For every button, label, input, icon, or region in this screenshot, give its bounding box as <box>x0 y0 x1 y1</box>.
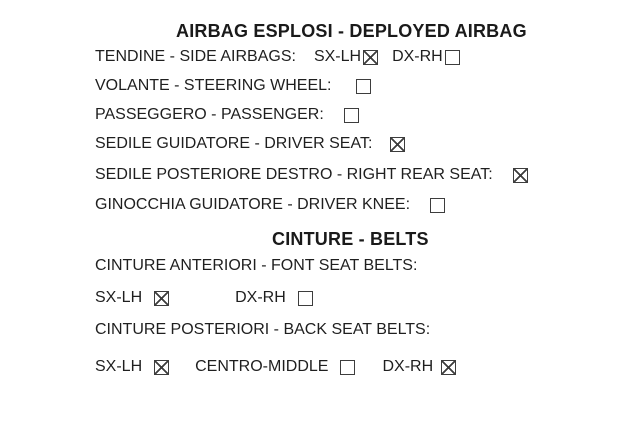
passenger-label: PASSEGGERO - PASSENGER: <box>95 106 324 123</box>
airbag-section-title: AIRBAG ESPLOSI - DEPLOYED AIRBAG <box>176 21 527 41</box>
front-belts-sx-lh-checkbox[interactable] <box>154 291 169 306</box>
back-belts-dx-rh-label: DX-RH <box>382 358 434 375</box>
front-belts-sx-lh-label: SX-LH <box>95 289 143 306</box>
back-belts-sx-lh-checkbox[interactable] <box>154 360 169 375</box>
side-airbags-dx-rh-label: DX-RH <box>392 48 443 65</box>
right-rear-seat-row <box>95 166 528 184</box>
front-belts-options-row <box>95 289 313 307</box>
driver-seat-row <box>95 135 405 153</box>
belts-section-title: CINTURE - BELTS <box>272 229 429 249</box>
side-airbags-label: TENDINE - SIDE AIRBAGS: <box>95 48 296 65</box>
steering-wheel-checkbox[interactable] <box>356 79 371 94</box>
back-belts-label-row <box>95 321 430 339</box>
driver-knee-checkbox[interactable] <box>430 198 445 213</box>
right-rear-seat-checkbox[interactable] <box>513 168 528 183</box>
back-belts-centro-middle-label: CENTRO-MIDDLE <box>195 358 329 375</box>
front-belts-label-row <box>95 257 417 275</box>
driver-seat-checkbox[interactable] <box>390 137 405 152</box>
steering-wheel-label: VOLANTE - STEERING WHEEL: <box>95 77 332 94</box>
driver-seat-label: SEDILE GUIDATORE - DRIVER SEAT: <box>95 135 373 152</box>
driver-knee-row <box>95 196 445 214</box>
side-airbags-sx-lh-label: SX-LH <box>313 48 362 65</box>
back-belts-centro-middle-checkbox[interactable] <box>340 360 355 375</box>
back-belts-label: CINTURE POSTERIORI - BACK SEAT BELTS: <box>95 321 431 338</box>
front-belts-label: CINTURE ANTERIORI - FONT SEAT BELTS: <box>95 257 418 274</box>
side-airbags-dx-rh-checkbox[interactable] <box>445 50 460 65</box>
back-belts-dx-rh-checkbox[interactable] <box>441 360 456 375</box>
side-airbags-sx-lh-checkbox[interactable] <box>363 50 378 65</box>
side-airbags-row <box>95 48 460 66</box>
front-belts-dx-rh-checkbox[interactable] <box>298 291 313 306</box>
passenger-checkbox[interactable] <box>344 108 359 123</box>
right-rear-seat-label: SEDILE POSTERIORE DESTRO - RIGHT REAR SEAT: <box>95 166 493 183</box>
back-belts-sx-lh-label: SX-LH <box>95 358 143 375</box>
driver-knee-label: GINOCCHIA GUIDATORE - DRIVER KNEE: <box>95 196 411 213</box>
passenger-row <box>95 106 359 124</box>
front-belts-dx-rh-label: DX-RH <box>235 289 286 306</box>
steering-wheel-row <box>95 77 371 95</box>
back-belts-options-row <box>95 358 456 376</box>
